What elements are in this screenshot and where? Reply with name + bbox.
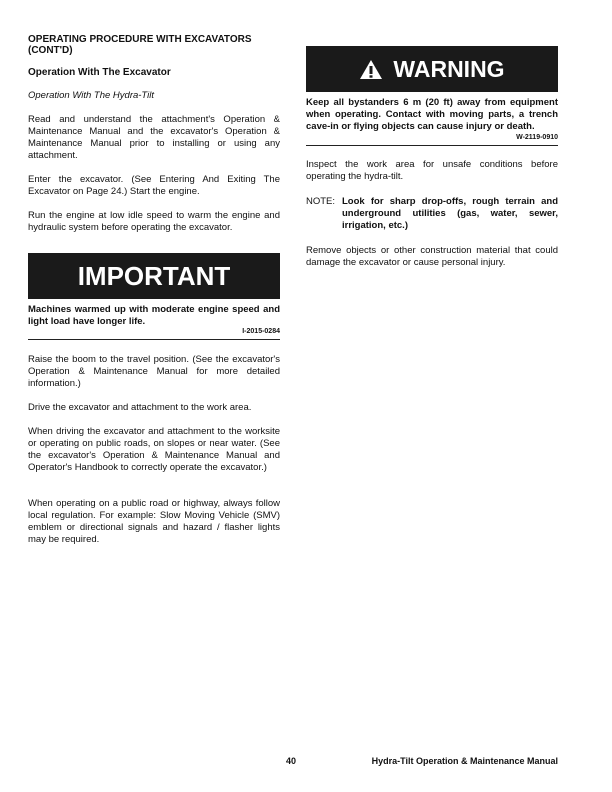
note-text: Look for sharp drop-offs, rough terrain and underground utilities (gas, water, sewer, irrigation, etc.) xyxy=(342,196,558,231)
paragraph-inspect-work-area: Inspect the work area for unsafe conditions before operating the hydra-tilt. xyxy=(306,159,558,182)
warning-rule xyxy=(306,145,558,146)
paragraph-warm-engine: Run the engine at low idle speed to warm the engine and hydraulic system before operating the excavator. xyxy=(28,210,280,233)
footer-manual-title: Hydra-Tilt Operation & Maintenance Manual xyxy=(371,756,558,766)
warning-text: Keep all bystanders 6 m (20 ft) away from equipment when operating. Contact with moving parts, a trench cave-in or flying objects can cause injury or death. xyxy=(306,97,558,132)
subtitle: Operation With The Excavator xyxy=(28,67,171,78)
warning-banner-label: WARNING xyxy=(393,55,505,82)
section-title: OPERATING PROCEDURE WITH EXCAVATORS (CONT'D) xyxy=(28,34,252,56)
page-number: 40 xyxy=(286,756,297,766)
paragraph-read-manuals: Read and understand the attachment's Operation & Maintenance Manual and the excavator's Operation & Maintenance Manual prior to installing or using any attachment. xyxy=(28,114,280,161)
paragraph-raise-boom: Raise the boom to the travel position. (See the excavator's Operation & Maintenance Manual for more detailed information.) xyxy=(28,354,280,389)
paragraph-enter-excavator: Enter the excavator. (See Entering And Exiting The Excavator on Page 24.) Start the engine. xyxy=(28,174,280,197)
paragraph-local-regulation: When operating on a public road or highway, always follow local regulation. For example: Slow Moving Vehicle (SMV) emblem or directional signals and hazard / flasher lights may be required. xyxy=(28,498,280,545)
paragraph-drive-to-work-area: Drive the excavator and attachment to the work area. xyxy=(28,402,252,413)
important-text: Machines warmed up with moderate engine speed and light load have longer life. xyxy=(28,304,280,327)
important-code: I-2015-0284 xyxy=(242,328,280,335)
warning-triangle-icon xyxy=(359,59,383,80)
warning-code: W-2119-0910 xyxy=(516,134,558,141)
important-rule xyxy=(28,339,280,340)
warning-banner xyxy=(306,46,558,92)
subsubtitle: Operation With The Hydra-Tilt xyxy=(28,90,155,101)
paragraph-remove-objects: Remove objects or other construction material that could damage the excavator or cause personal injury. xyxy=(306,245,558,268)
note-label: NOTE: xyxy=(306,196,336,207)
important-banner xyxy=(28,253,280,299)
important-banner-label: IMPORTANT xyxy=(77,260,231,291)
note-block xyxy=(306,196,558,232)
paragraph-driving-public-roads: When driving the excavator and attachment to the worksite or operating on public roads, on slopes or near water. (See the excavator's Operation & Maintenance Manual and Operator's Handbook to correctly operate the excavator.) xyxy=(28,426,280,473)
